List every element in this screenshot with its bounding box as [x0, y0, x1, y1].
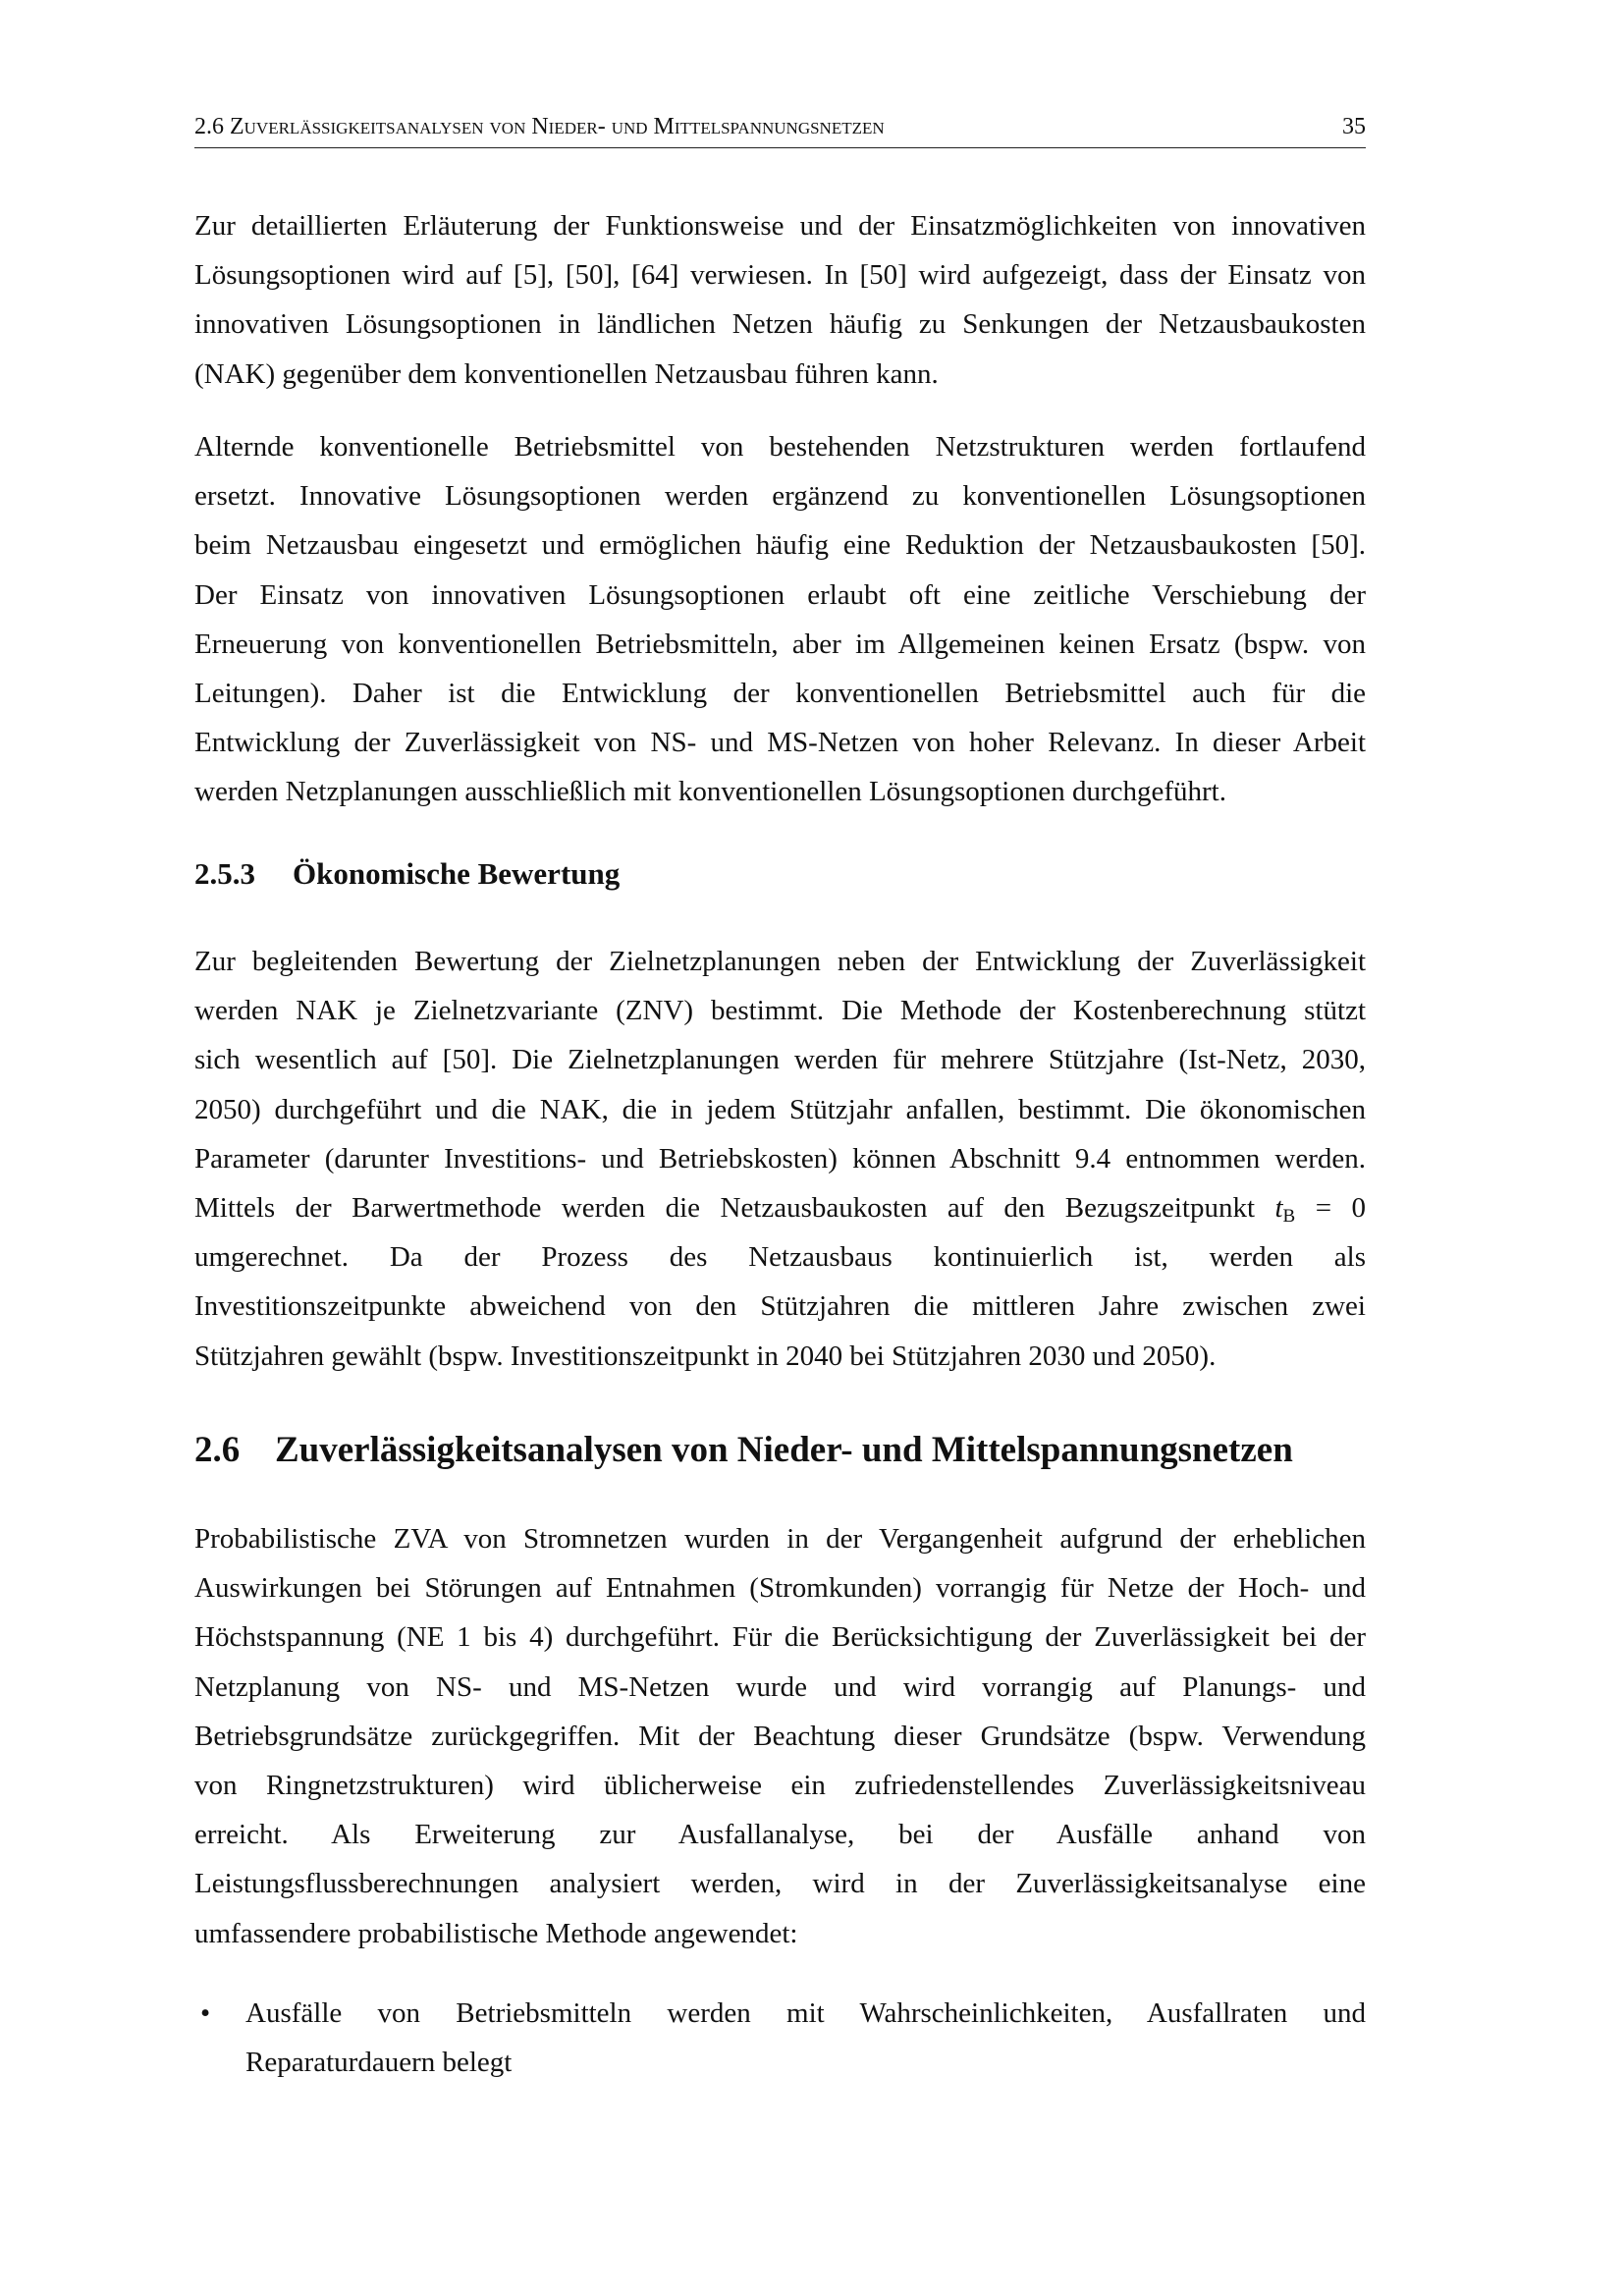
- text-segment: = 0: [1295, 1191, 1366, 1224]
- section-title: Ökonomische Bewertung: [293, 856, 621, 891]
- text-line: Lösungsoptionen wird auf [5], [50], [64] verwiesen. In [50] wird aufgezeigt, dass der Einsatz von: [194, 259, 1366, 292]
- text-line: erreicht. Als Erweiterung zur Ausfallanalyse, bei der Ausfälle anhand von: [194, 1819, 1366, 1851]
- text-line: ersetzt. Innovative Lösungsoptionen werden ergänzend zu konventionellen Lösungsoptionen: [194, 480, 1366, 513]
- text-line: Der Einsatz von innovativen Lösungsoptionen erlaubt oft eine zeitliche Verschiebung der: [194, 578, 1366, 611]
- bullet-marker: •: [200, 1997, 211, 2029]
- bullet-item: [194, 1989, 1366, 2087]
- text-line: Erneuerung von konventionellen Betriebsmitteln, aber im Allgemeinen keinen Ersatz (bspw. von: [194, 628, 1366, 660]
- text-line: Reparaturdauern belegt: [245, 2047, 513, 2079]
- text-line: Netzplanung von NS- und MS-Netzen wurde und wird vorrangig auf Planungs- und: [194, 1670, 1366, 1703]
- text-line: beim Netzausbau eingesetzt und ermöglichen häufig eine Reduktion der Netzausbaukosten [50].: [194, 529, 1366, 562]
- text-line: Stützjahren gewählt (bspw. Investitionszeitpunkt in 2040 bei Stützjahren 2030 und 2050).: [194, 1339, 1217, 1372]
- text-line: Ausfälle von Betriebsmitteln werden mit Wahrscheinlichkeiten, Ausfallraten und: [245, 1997, 1366, 2029]
- text-line: innovativen Lösungsoptionen in ländlichen Netzen häufig zu Senkungen der Netzausbaukosten: [194, 308, 1366, 341]
- text-line: Parameter (darunter Investitions- und Betriebskosten) können Abschnitt 9.4 entnommen werden.: [194, 1142, 1366, 1175]
- running-header: [194, 114, 1366, 148]
- text-line: werden Netzplanungen ausschließlich mit konventionellen Lösungsoptionen durchgeführt.: [194, 776, 1226, 808]
- paragraph: [194, 422, 1366, 817]
- page-number: 35: [1342, 114, 1366, 139]
- paragraph: [194, 201, 1366, 399]
- text-line: 2050) durchgeführt und die NAK, die in jedem Stützjahr anfallen, bestimmt. Die ökonomischen: [194, 1093, 1366, 1125]
- text-line: Leistungsflussberechnungen analysiert werden, wird in der Zuverlässigkeitsanalyse eine: [194, 1868, 1366, 1900]
- section-title: Zuverlässigkeitsanalysen von Nieder- und Mittelspannungsnetzen: [275, 1430, 1293, 1470]
- text-line: umgerechnet. Da der Prozess des Netzausbaus kontinuierlich ist, werden als: [194, 1241, 1366, 1274]
- section-number: 2.5.3: [194, 856, 255, 891]
- text-line: werden NAK je Zielnetzvariante (ZNV) bestimmt. Die Methode der Kostenberechnung stützt: [194, 995, 1366, 1027]
- header-title: 2.6 Zuverlässigkeitsanalysen von Nieder- und Mittelspannungsnetzen: [194, 114, 885, 139]
- text-line: Zur begleitenden Bewertung der Zielnetzplanungen neben der Entwicklung der Zuverlässigkeit: [194, 946, 1366, 977]
- text-line: Investitionszeitpunkte abweichend von den Stützjahren die mittleren Jahre zwischen zwei: [194, 1290, 1366, 1323]
- section-heading-2-5-3: [194, 856, 620, 892]
- text-line: Entwicklung der Zuverlässigkeit von NS- und MS-Netzen von hoher Relevanz. In dieser Arbeit: [194, 727, 1366, 759]
- text-line: Leitungen). Daher ist die Entwicklung der konventionellen Betriebsmittel auch für die: [194, 677, 1366, 709]
- text-segment: Mittels der Barwertmethode werden die Netzausbaukosten auf den Bezugszeitpunkt: [194, 1191, 1275, 1224]
- text-line: Probabilistische ZVA von Stromnetzen wurden in der Vergangenheit aufgrund der erheblichen: [194, 1523, 1366, 1555]
- text-line: Auswirkungen bei Störungen auf Entnahmen (Stromkunden) vorrangig für Netze der Hoch- und: [194, 1572, 1366, 1605]
- text-line: sich wesentlich auf [50]. Die Zielnetzplanungen werden für mehrere Stützjahre (Ist-Netz, 2030,: [194, 1044, 1366, 1076]
- text-line: Höchstspannung (NE 1 bis 4) durchgeführt. Für die Berücksichtigung der Zuverlässigkeit bei der: [194, 1621, 1366, 1654]
- text-line: umfassendere probabilistische Methode angewendet:: [194, 1917, 798, 1949]
- section-number: 2.6: [194, 1430, 241, 1470]
- text-line: (NAK) gegenüber dem konventionellen Netzausbau führen kann.: [194, 357, 939, 390]
- text-line: Betriebsgrundsätze zurückgegriffen. Mit der Beachtung dieser Grundsätze (bspw. Verwendung: [194, 1720, 1366, 1752]
- math-variable: t: [1274, 1191, 1283, 1224]
- text-line: Alternde konventionelle Betriebsmittel von bestehenden Netzstrukturen werden fortlaufend: [194, 431, 1366, 463]
- text-line: Zur detaillierten Erläuterung der Funktionsweise und der Einsatzmöglichkeiten von innovativen: [194, 210, 1366, 242]
- section-heading-2-6: [194, 1429, 1293, 1471]
- math-subscript: B: [1282, 1205, 1296, 1227]
- text-line: von Ringnetzstrukturen) wird üblicherweise ein zufriedenstellendes Zuverlässigkeitsniveau: [194, 1769, 1366, 1801]
- paragraph: [194, 1514, 1366, 1958]
- bullet-text: [245, 1989, 1366, 2087]
- text-line: [194, 1183, 1366, 1232]
- paragraph: [194, 937, 1366, 1381]
